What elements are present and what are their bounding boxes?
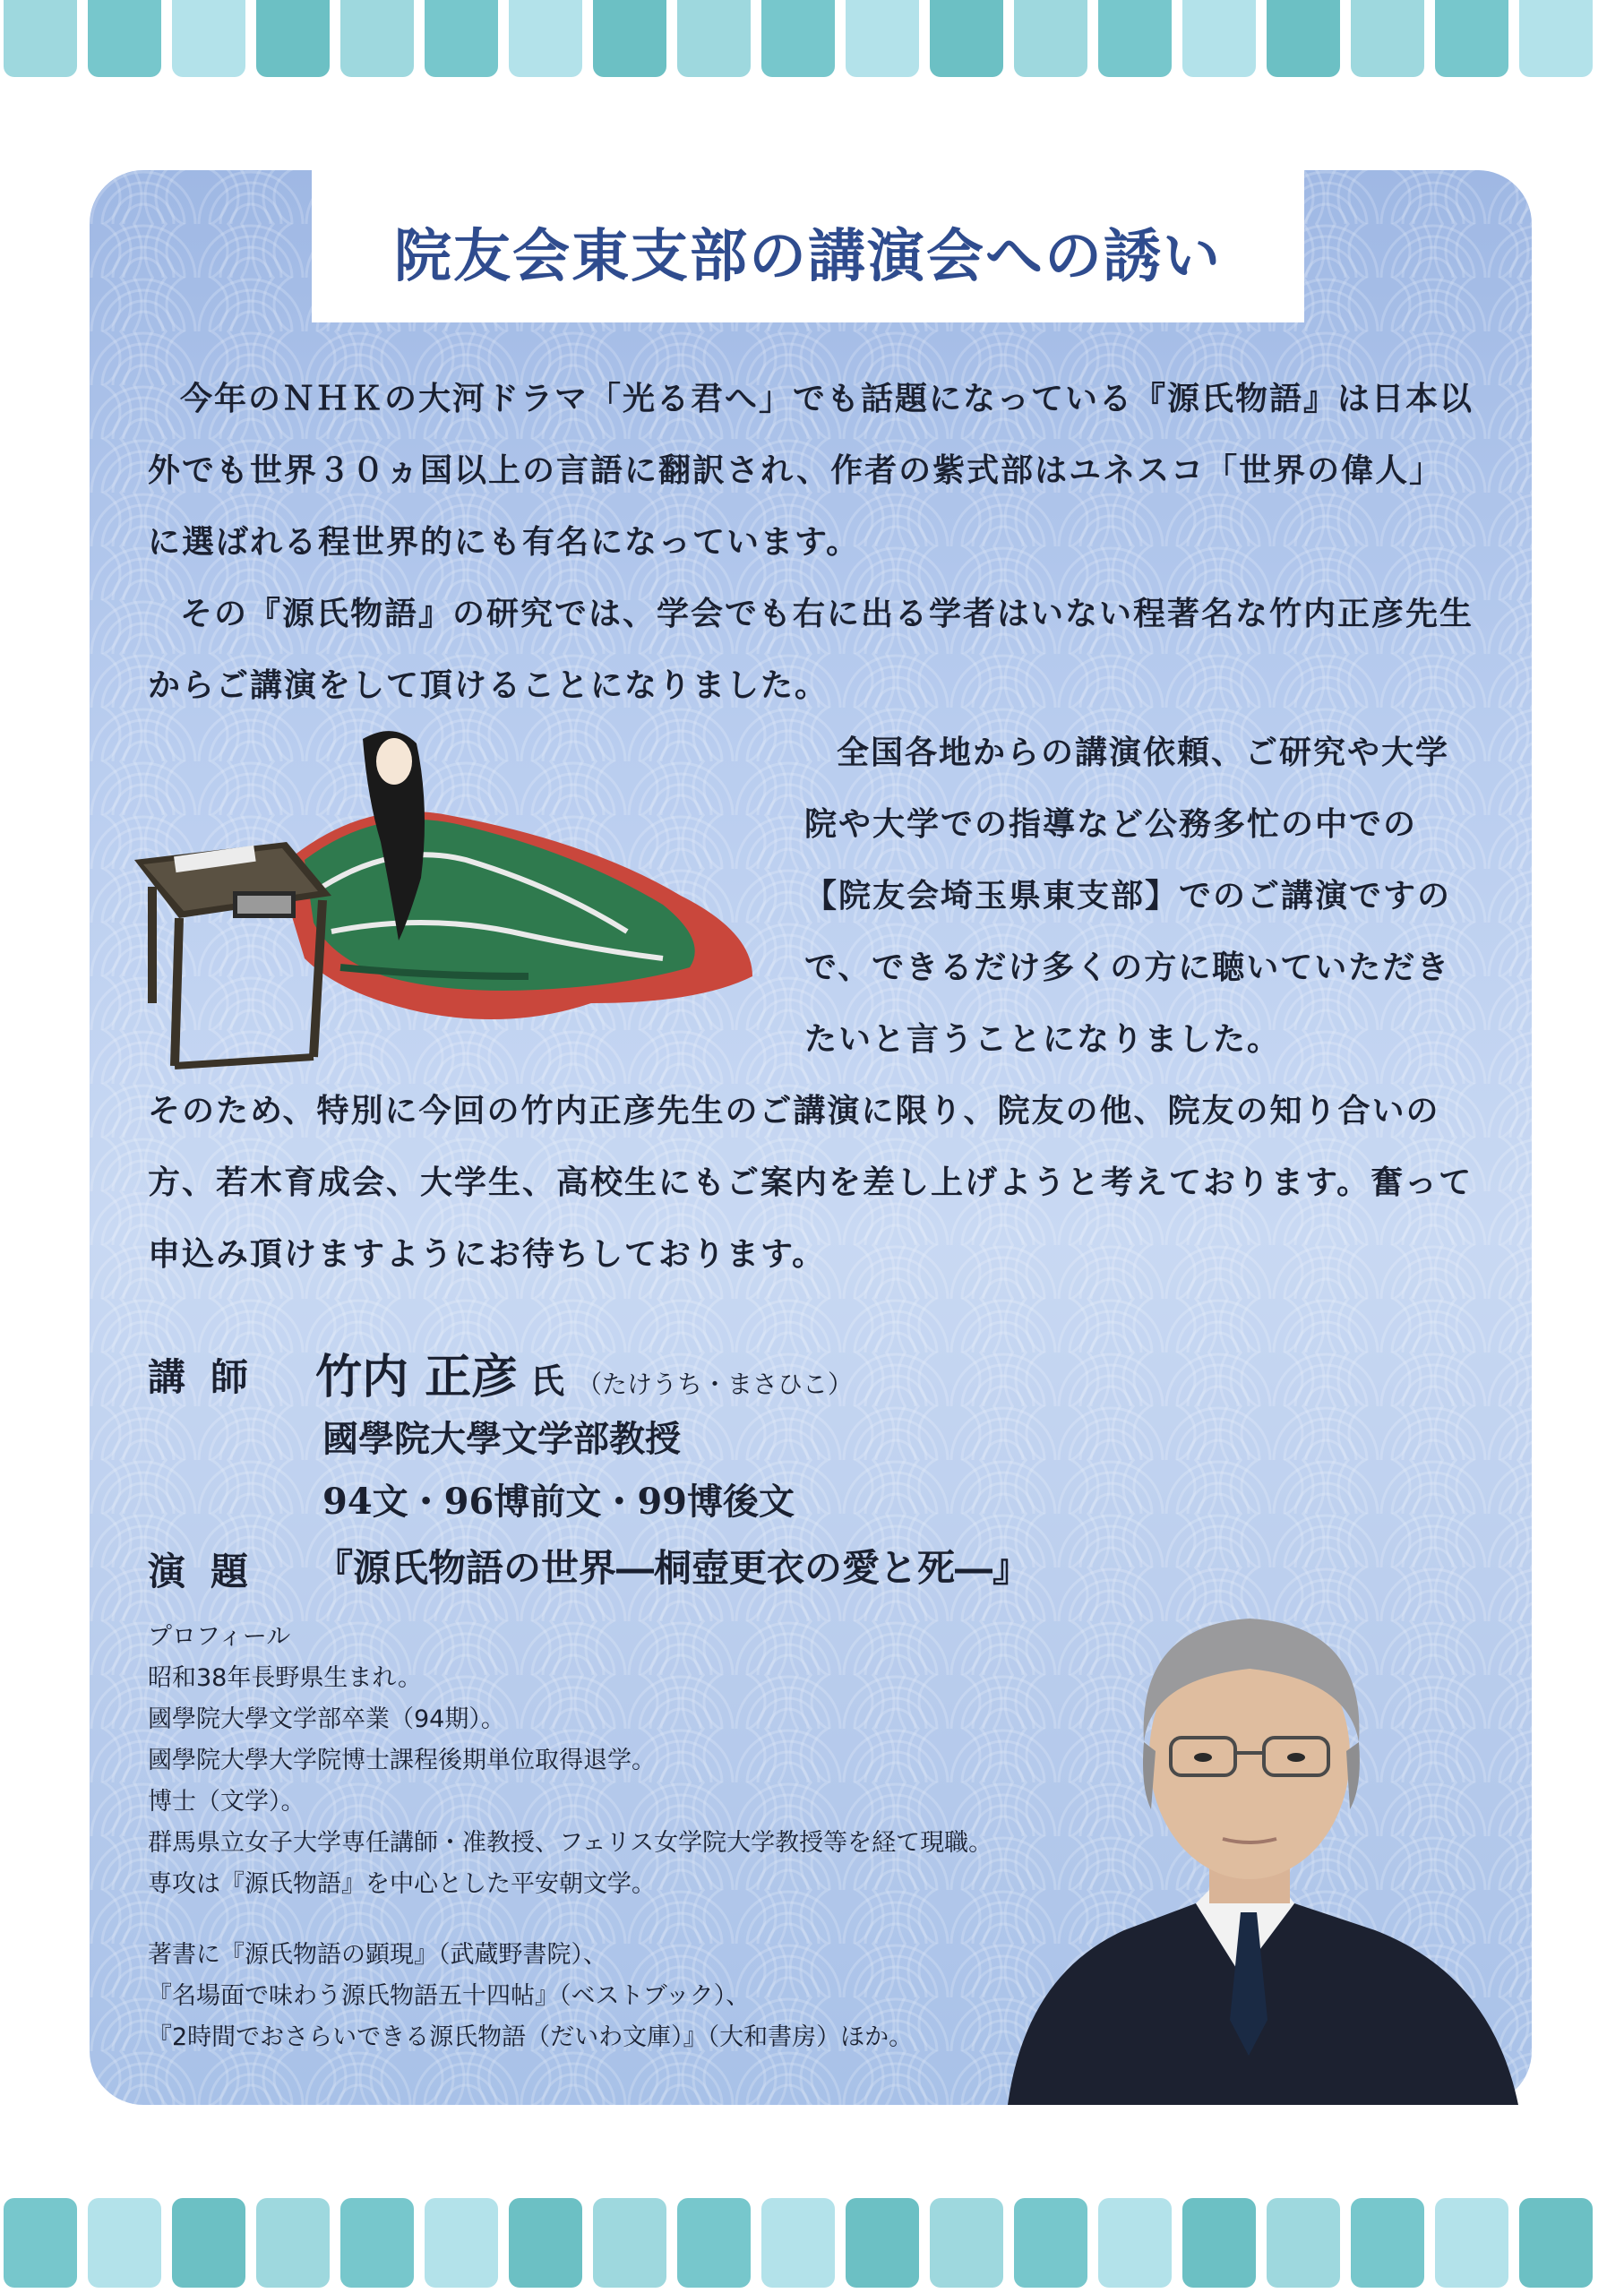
topic-label: 演題 [148, 1550, 274, 1593]
decor-tile [1435, 0, 1508, 77]
profile-line: 専攻は『源氏物語』を中心とした平安朝文学。 [148, 1870, 656, 1898]
intro-paragraph-3: 全国各地からの講演依頼、ご研究や大学院や大学での指導など公務多忙の中での【院友会埼玉県東支部】でのご講演ですので、できるだけ多くの方に聴いていただきたいと言うことになりました。 [804, 734, 1452, 1058]
lecturer-label: 講師 [148, 1355, 274, 1399]
profile-heading: プロフィール [148, 1623, 291, 1651]
decor-tile [425, 2198, 498, 2288]
lecturer-position: 國學院大學文学部教授 [322, 1418, 681, 1460]
lecturer-name: 竹内 正彦 [315, 1350, 519, 1404]
decor-tile [593, 2198, 666, 2288]
decor-tile [1014, 2198, 1087, 2288]
books-block [148, 1935, 913, 2058]
intro-paragraph-1: 今年のＮＨＫの大河ドラマ「光る君へ」でも話題になっている『源氏物語』は日本以外でも世界３０ヵ国以上の言語に翻訳され、作者の紫式部はユネスコ「世界の偉人」に選ばれる程世界的にも有名になっています。 [148, 380, 1474, 561]
decor-tile [88, 2198, 161, 2288]
profile-line: 博士（文学）。 [148, 1788, 305, 1816]
intro-paragraph-2: その『源氏物語』の研究では、学会でも右に出る学者はいない程著名な竹内正彦先生からご講演をして頂けることになりました。 [148, 595, 1474, 704]
decor-tile [1267, 0, 1340, 77]
decor-tile [1519, 2198, 1593, 2288]
decor-tile [425, 0, 498, 77]
decor-tile [256, 0, 330, 77]
decor-tile [1519, 0, 1593, 77]
decor-tile [677, 0, 751, 77]
decor-tile [1098, 2198, 1172, 2288]
decor-tile [846, 2198, 919, 2288]
decor-tile [509, 2198, 582, 2288]
decor-tile [1351, 0, 1424, 77]
decor-tile [4, 0, 77, 77]
decor-tile [340, 2198, 414, 2288]
decor-tile [1267, 2198, 1340, 2288]
intro-paragraph-4: そのため、特別に今回の竹内正彦先生のご講演に限り、院友の他、院友の知り合いの方、若木育成会、大学生、高校生にもご案内を差し上げようと考えております。奮って申込み頂けますようにお待ちしております。 [148, 1092, 1474, 1273]
decor-tile [1098, 0, 1172, 77]
profile-line: 群馬県立女子大学専任講師・准教授、フェリス女学院大学教授等を経て現職。 [148, 1829, 993, 1857]
decor-tile [930, 0, 1003, 77]
book-line: 『2時間でおさらいできる源氏物語（だいわ文庫）』（大和書房）ほか。 [148, 2023, 914, 2051]
decor-tile [1351, 2198, 1424, 2288]
decor-tile [1182, 0, 1256, 77]
decor-tile [930, 2198, 1003, 2288]
murasaki-shikibu-illustration [125, 708, 788, 1075]
lecturer-portrait [972, 1554, 1532, 2105]
profile-line: 國學院大學大学院博士課程後期単位取得退学。 [148, 1747, 656, 1774]
profile-line: 昭和38年長野県生まれ。 [148, 1664, 422, 1692]
decor-tile [761, 2198, 835, 2288]
decor-tile [340, 0, 414, 77]
decor-tile [88, 0, 161, 77]
book-line: 『名場面で味わう源氏物語五十四帖』（ベストブック）、 [148, 1982, 751, 2010]
decor-tile [761, 0, 835, 77]
decor-tile [1182, 2198, 1256, 2288]
top-tile-border [0, 0, 1624, 99]
book-line: 著書に『源氏物語の顕現』（武蔵野書院）、 [148, 1941, 607, 1969]
lecturer-degrees: 94文・96博前文・99博後文 [322, 1481, 795, 1523]
decor-tile [509, 0, 582, 77]
decor-tile [4, 2198, 77, 2288]
decor-tile [256, 2198, 330, 2288]
profile-line: 國學院大學文学部卒業（94期）。 [148, 1705, 505, 1733]
lecturer-reading: （たけうち・まさひこ） [577, 1370, 854, 1399]
bottom-tile-border [0, 2187, 1624, 2286]
decor-tile [846, 0, 919, 77]
decor-tile [172, 0, 245, 77]
decor-tile [1435, 2198, 1508, 2288]
lecturer-name-line [315, 1339, 853, 1406]
page-title: 院友会東支部の講演会への誘い [394, 224, 1222, 290]
profile-block [148, 1617, 992, 1905]
lecturer-honorific: 氏 [530, 1361, 565, 1401]
decor-tile [677, 2198, 751, 2288]
decor-tile [1014, 0, 1087, 77]
decor-tile [172, 2198, 245, 2288]
decor-tile [593, 0, 666, 77]
lecture-topic: 『源氏物語の世界―桐壺更衣の愛と死―』 [315, 1546, 1031, 1590]
